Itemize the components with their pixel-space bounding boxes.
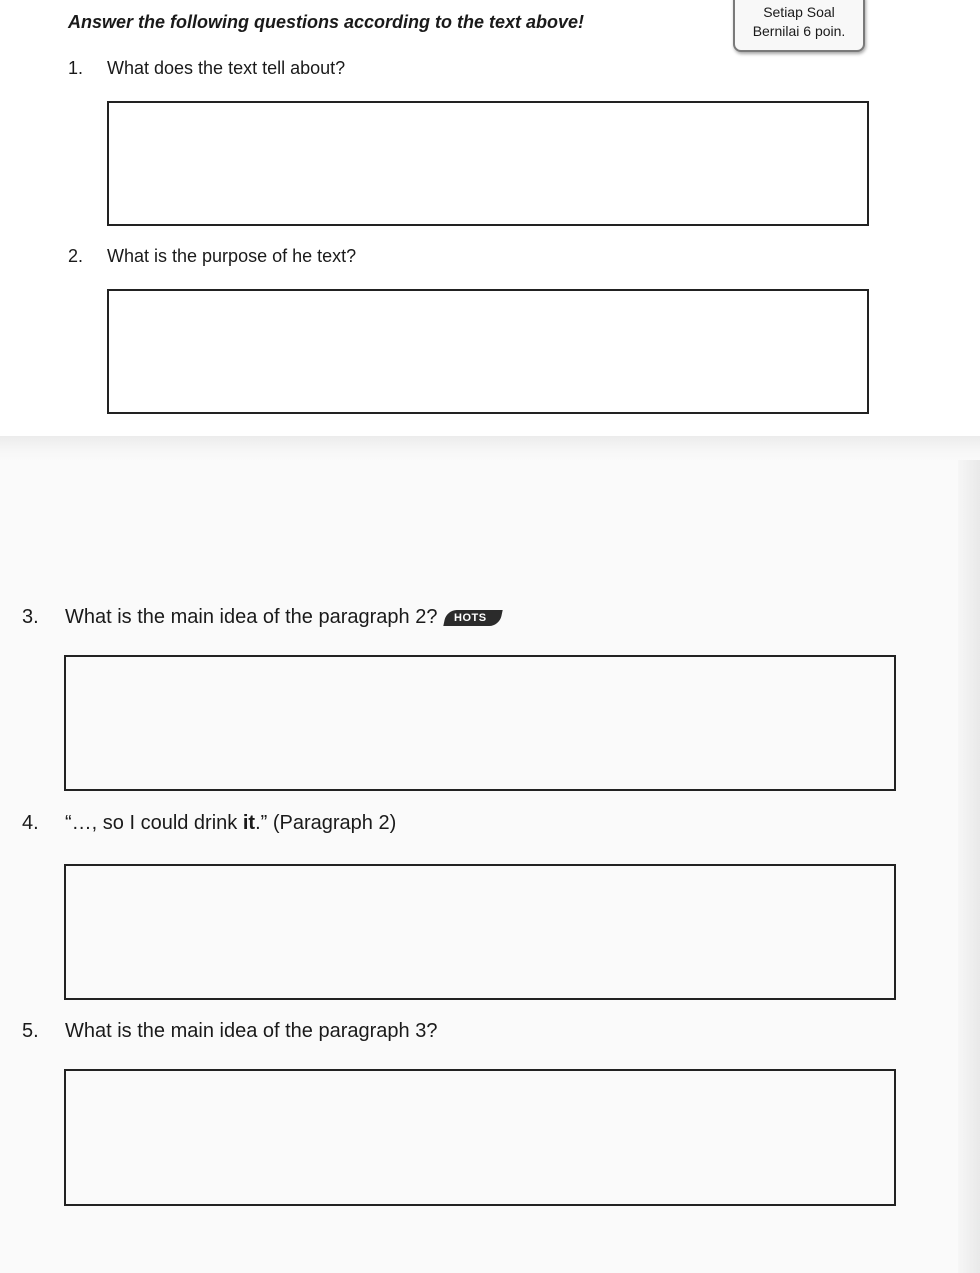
question-5-text: What is the main idea of the paragraph 3? <box>65 1020 438 1042</box>
question-1-text: What does the text tell about? <box>107 58 346 78</box>
question-1 <box>68 58 345 79</box>
question-3 <box>22 606 501 629</box>
question-3-text: What is the main idea of the paragraph 2? <box>65 606 438 628</box>
question-1-number: 1. <box>68 58 84 78</box>
answer-box-4[interactable] <box>64 864 896 1000</box>
question-2 <box>68 246 356 267</box>
answer-box-1[interactable] <box>107 101 869 226</box>
answer-box-2[interactable] <box>107 289 869 414</box>
question-5 <box>22 1020 437 1043</box>
score-info-box <box>733 0 865 52</box>
question-4 <box>22 812 396 835</box>
question-4-quote-bold: it <box>242 812 256 834</box>
score-line-1: Setiap Soal <box>763 4 835 20</box>
question-4-quote-open: “…, so I could drink <box>65 812 243 834</box>
hots-badge: HOTS <box>444 610 503 626</box>
question-3-number: 3. <box>22 606 39 628</box>
question-2-text: What is the purpose of he text? <box>107 246 357 266</box>
question-2-number: 2. <box>68 246 84 266</box>
answer-box-5[interactable] <box>64 1069 896 1206</box>
answer-box-3[interactable] <box>64 655 896 791</box>
score-line-2: Bernilai 6 poin. <box>752 23 846 39</box>
question-4-quote-close: .” (Paragraph 2) <box>255 812 397 834</box>
page-right-edge <box>958 460 980 1273</box>
page-fold-shadow <box>0 436 980 462</box>
instruction-heading: Answer the following questions according to the text above! <box>68 12 585 32</box>
question-4-number: 4. <box>22 812 39 834</box>
question-5-number: 5. <box>22 1020 39 1042</box>
